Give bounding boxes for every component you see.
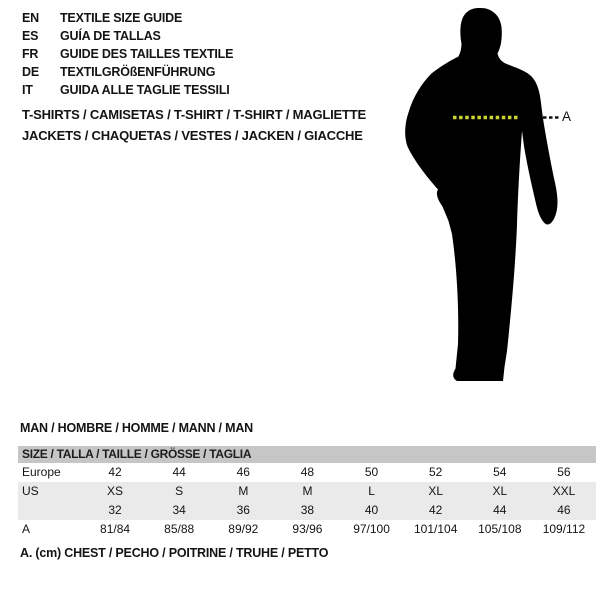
size-value-cell: 38 xyxy=(300,503,315,517)
size-value-cell: 44 xyxy=(172,465,186,479)
size-value-cell: 32 xyxy=(108,503,122,517)
size-value-cell: L xyxy=(368,484,375,498)
language-code: IT xyxy=(22,83,33,97)
row-label-cell xyxy=(18,501,83,520)
language-label: GUÍA DE TALLAS xyxy=(60,29,161,43)
size-value-cell: 93/96 xyxy=(292,522,323,536)
category-line-tshirts: T-SHIRTS / CAMISETAS / T-SHIRT / T-SHIRT / MAGLIETTE xyxy=(22,107,366,122)
row-label-cell: Europe xyxy=(22,465,61,479)
language-code: ES xyxy=(22,29,39,43)
row-label-cell: A xyxy=(22,522,31,536)
language-code: DE xyxy=(22,65,39,79)
section-title-man: MAN / HOMBRE / HOMME / MANN / MAN xyxy=(20,421,253,435)
size-value-cell: XXL xyxy=(552,484,576,498)
size-table-header: SIZE / TALLA / TAILLE / GRÖSSE / TAGLIA xyxy=(18,446,596,463)
size-value-cell: 34 xyxy=(172,503,186,517)
size-value-cell: 54 xyxy=(493,465,507,479)
measurement-legend: A. (cm) CHEST / PECHO / POITRINE / TRUHE / PETTO xyxy=(20,546,329,560)
size-value-cell: 40 xyxy=(364,503,379,517)
size-value-cell: 46 xyxy=(236,465,250,479)
table-row-europe xyxy=(18,463,596,482)
language-code: FR xyxy=(22,47,39,61)
size-value-cell: 44 xyxy=(493,503,507,517)
size-value-cell: 89/92 xyxy=(228,522,259,536)
language-label: TEXTILE SIZE GUIDE xyxy=(60,11,183,25)
size-value-cell: M xyxy=(302,484,313,498)
size-value-cell: 46 xyxy=(557,503,571,517)
size-value-cell: 85/88 xyxy=(164,522,195,536)
size-value-cell: XL xyxy=(492,484,508,498)
language-label: TEXTILGRÖßENFÜHRUNG xyxy=(60,65,216,79)
size-value-cell: XL xyxy=(428,484,444,498)
size-value-cell: 36 xyxy=(236,503,250,517)
language-label: GUIDE DES TAILLES TEXTILE xyxy=(60,47,234,61)
measure-marker-label: A xyxy=(562,109,572,124)
size-value-cell: 48 xyxy=(300,465,315,479)
row-label-cell: US xyxy=(22,484,39,498)
language-code: EN xyxy=(22,11,39,25)
size-value-cell: S xyxy=(175,484,184,498)
size-value-cell: XS xyxy=(107,484,124,498)
size-value-cell: 52 xyxy=(429,465,443,479)
size-value-cell: 97/100 xyxy=(353,522,390,536)
table-row-numeric xyxy=(18,501,596,520)
category-line-jackets: JACKETS / CHAQUETAS / VESTES / JACKEN / GIACCHE xyxy=(22,128,363,143)
size-value-cell: 50 xyxy=(364,465,379,479)
man-silhouette xyxy=(405,8,557,381)
size-value-cell: 101/104 xyxy=(413,522,458,536)
language-label: GUIDA ALLE TAGLIE TESSILI xyxy=(60,83,230,97)
size-value-cell: M xyxy=(238,484,249,498)
table-row-chest xyxy=(18,520,596,539)
size-value-cell: 42 xyxy=(108,465,122,479)
size-table xyxy=(18,446,596,539)
size-value-cell: 105/108 xyxy=(478,522,522,536)
size-value-cell: 81/84 xyxy=(100,522,131,536)
size-value-cell: 42 xyxy=(429,503,443,517)
table-row-us xyxy=(18,482,596,501)
size-value-cell: 56 xyxy=(557,465,571,479)
size-value-cell: 109/112 xyxy=(542,522,586,536)
